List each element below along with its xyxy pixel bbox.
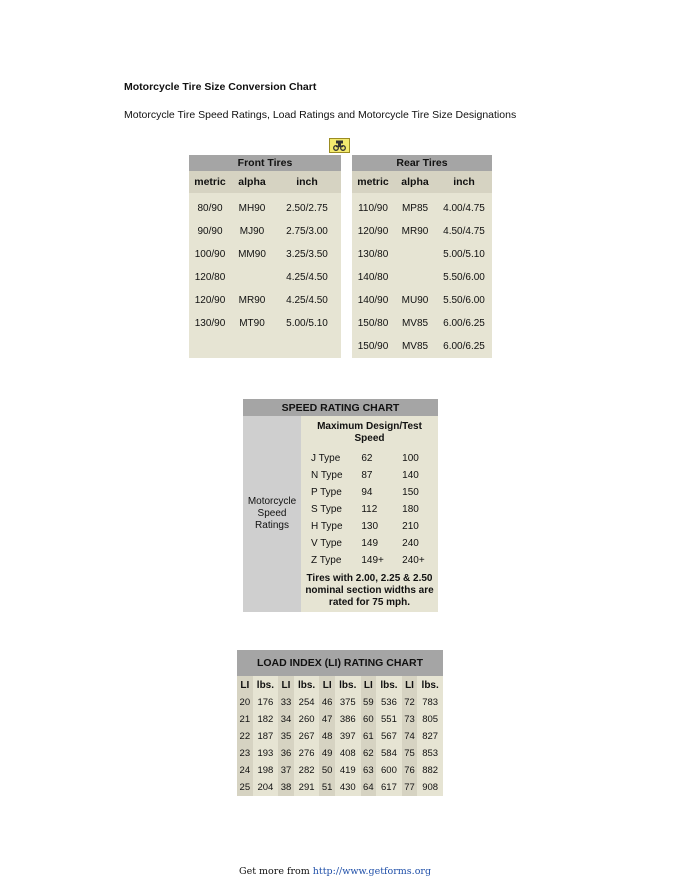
load-lbs-cell: 600 — [381, 765, 397, 776]
load-lbs-cell: 908 — [422, 782, 439, 793]
load-index-table — [237, 650, 443, 796]
tire-cell: MV85 — [401, 318, 429, 329]
speed-cell: 149+ — [361, 555, 384, 566]
speed-cell: 149 — [361, 538, 379, 549]
speed-cell: 62 — [361, 453, 373, 464]
table-row — [352, 312, 492, 335]
column-header-lbs: lbs. — [339, 679, 357, 691]
table-row — [352, 193, 492, 220]
table-row — [352, 335, 492, 358]
load-index-cell: 34 — [278, 711, 294, 728]
speed-cell: V Type — [311, 538, 342, 549]
speed-cell: 130 — [361, 521, 379, 532]
tire-cell — [273, 335, 341, 358]
speed-cell: 210 — [402, 521, 419, 532]
load-index-cell: 49 — [319, 745, 335, 762]
tire-cell: 4.50/4.75 — [443, 226, 485, 237]
speed-cell: 112 — [361, 504, 378, 515]
load-index-cell: 48 — [319, 728, 335, 745]
speed-cell: P Type — [311, 487, 342, 498]
tire-cell: 90/90 — [197, 226, 223, 237]
load-index-cell: 64 — [361, 779, 377, 796]
column-header-lbs: lbs. — [297, 679, 316, 691]
load-index-cell: 24 — [237, 762, 253, 779]
footer — [239, 866, 431, 877]
load-lbs-cell: 254 — [298, 697, 315, 708]
tire-cell: MH90 — [238, 203, 266, 214]
rear-tires-heading: Rear Tires — [352, 155, 492, 171]
table-row — [189, 193, 341, 220]
load-lbs-cell: 375 — [339, 697, 356, 708]
load-index-cell: 75 — [402, 745, 418, 762]
load-lbs-cell: 617 — [381, 782, 397, 793]
table-row — [189, 243, 341, 266]
load-row — [237, 711, 443, 728]
load-chart-heading: LOAD INDEX (LI) RATING CHART — [237, 650, 443, 676]
load-lbs-cell: 827 — [422, 731, 439, 742]
tire-cell: 120/90 — [194, 295, 226, 306]
tire-cell: 80/90 — [197, 203, 223, 214]
tire-cell: 5.50/6.00 — [443, 272, 485, 283]
speed-cell: 87 — [361, 470, 373, 481]
tire-cell: 110/90 — [358, 203, 388, 214]
tire-cell: 5.00/5.10 — [443, 249, 485, 260]
table-row — [189, 335, 341, 358]
tire-cell: MR90 — [238, 295, 266, 306]
load-index-cell: 60 — [361, 711, 377, 728]
load-index-cell: 73 — [402, 711, 418, 728]
load-lbs-cell: 882 — [422, 765, 439, 776]
load-index-cell: 76 — [402, 762, 418, 779]
speed-cell: J Type — [311, 453, 341, 464]
speed-cell: Z Type — [311, 555, 342, 566]
table-row — [189, 289, 341, 312]
load-lbs-cell: 584 — [381, 748, 397, 759]
load-lbs-cell: 267 — [298, 731, 315, 742]
load-index-cell: 23 — [237, 745, 253, 762]
load-lbs-cell: 397 — [339, 731, 356, 742]
speed-cell: 180 — [402, 504, 419, 515]
load-index-cell: 51 — [319, 779, 335, 796]
tire-cell: 120/80 — [194, 272, 226, 283]
load-lbs-cell: 276 — [298, 748, 315, 759]
column-header-lbs: lbs. — [256, 679, 275, 691]
tire-cell: MU90 — [401, 295, 429, 306]
tire-cell: MT90 — [239, 318, 265, 329]
table-row — [189, 220, 341, 243]
tire-cell: 140/80 — [357, 272, 389, 283]
tire-cell: 150/80 — [357, 318, 389, 329]
tire-cell: MR90 — [401, 226, 429, 237]
load-lbs-cell: 419 — [339, 765, 356, 776]
page-subtitle: Motorcycle Tire Speed Ratings, Load Ratings and Motorcycle Tire Size Designations — [124, 109, 517, 121]
load-index-cell: 77 — [402, 779, 418, 796]
load-index-cell: 47 — [319, 711, 335, 728]
load-row — [237, 779, 443, 796]
column-header-li: LI — [402, 676, 418, 694]
table-row — [352, 289, 492, 312]
load-lbs-cell: 260 — [298, 714, 315, 725]
speed-cell: 140 — [402, 470, 419, 481]
rear-tires-table — [352, 155, 492, 358]
load-lbs-cell: 386 — [339, 714, 356, 725]
tire-cell — [394, 266, 436, 289]
load-index-cell: 35 — [278, 728, 294, 745]
load-lbs-cell: 176 — [257, 697, 274, 708]
column-header-metric: metric — [352, 171, 394, 193]
max-speed-header: Maximum Design/Test Speed — [317, 421, 422, 444]
tire-cell — [189, 335, 231, 358]
load-index-cell: 21 — [237, 711, 253, 728]
load-index-cell: 63 — [361, 762, 377, 779]
table-row — [352, 266, 492, 289]
speed-cell: 150 — [402, 487, 419, 498]
speed-cell: 94 — [361, 487, 373, 498]
load-index-cell: 50 — [319, 762, 335, 779]
tire-cell: 3.25/3.50 — [286, 249, 328, 260]
load-lbs-cell: 853 — [422, 748, 439, 759]
front-tires-heading: Front Tires — [189, 155, 341, 171]
tire-cell: MV85 — [401, 341, 429, 352]
speed-cell: 240+ — [402, 555, 425, 566]
load-lbs-cell: 783 — [422, 697, 439, 708]
table-row — [189, 312, 341, 335]
column-header-metric: metric — [189, 171, 231, 193]
motorcycle-tire-icon — [329, 138, 350, 153]
column-header-li: LI — [237, 676, 253, 694]
load-lbs-cell: 408 — [339, 748, 356, 759]
tire-cell: 130/90 — [194, 318, 226, 329]
load-row — [237, 762, 443, 779]
speed-cell: N Type — [311, 470, 343, 481]
column-header-lbs: lbs. — [421, 679, 439, 691]
load-index-cell: 59 — [361, 694, 377, 711]
column-header-alpha: alpha — [394, 171, 436, 193]
load-index-cell: 62 — [361, 745, 377, 762]
table-row — [352, 243, 492, 266]
tire-cell: MP85 — [401, 203, 429, 214]
tire-cell: 140/90 — [357, 295, 389, 306]
tire-cell: 100/90 — [194, 249, 226, 260]
speed-chart-heading: SPEED RATING CHART — [243, 399, 438, 416]
load-lbs-cell: 282 — [298, 765, 315, 776]
load-row — [237, 728, 443, 745]
column-header-inch: inch — [436, 171, 492, 193]
speed-rating-table — [243, 399, 438, 612]
load-index-cell: 38 — [278, 779, 294, 796]
column-header-li: LI — [278, 676, 294, 694]
speed-cell: 100 — [402, 453, 419, 464]
load-row — [237, 694, 443, 711]
column-header-alpha: alpha — [231, 171, 273, 193]
tire-cell: 4.00/4.75 — [443, 203, 485, 214]
table-row — [189, 266, 341, 289]
tire-cell: MJ90 — [239, 226, 265, 237]
speed-cell: 240 — [402, 538, 419, 549]
load-lbs-cell: 551 — [381, 714, 397, 725]
tire-cell: 4.25/4.50 — [286, 295, 328, 306]
column-header-inch: inch — [273, 171, 341, 193]
load-lbs-cell: 193 — [257, 748, 274, 759]
load-index-cell: 22 — [237, 728, 253, 745]
load-lbs-cell: 182 — [257, 714, 274, 725]
tire-cell: 120/90 — [357, 226, 389, 237]
tire-cell: 6.00/6.25 — [443, 341, 485, 352]
load-index-cell: 33 — [278, 694, 294, 711]
speed-cell: S Type — [311, 504, 342, 515]
table-row — [352, 220, 492, 243]
tire-cell: 150/90 — [357, 341, 389, 352]
tire-cell: 130/80 — [357, 249, 389, 260]
front-tires-table — [189, 155, 341, 358]
tire-cell: MM90 — [238, 249, 266, 260]
load-lbs-cell: 198 — [257, 765, 274, 776]
load-lbs-cell: 204 — [257, 782, 274, 793]
column-header-lbs: lbs. — [380, 679, 398, 691]
load-lbs-cell: 430 — [339, 782, 356, 793]
footer-prefix: Get more from — [239, 866, 310, 877]
load-index-cell: 25 — [237, 779, 253, 796]
tire-cell: 5.50/6.00 — [443, 295, 485, 306]
column-header-li: LI — [319, 676, 335, 694]
load-index-cell: 20 — [237, 694, 253, 711]
tire-cell — [231, 266, 273, 289]
load-lbs-cell: 567 — [381, 731, 397, 742]
load-lbs-cell: 291 — [298, 782, 315, 793]
load-lbs-cell: 805 — [422, 714, 439, 725]
tire-cell: 2.50/2.75 — [286, 203, 328, 214]
speed-cell: H Type — [311, 521, 343, 532]
tire-cell: 6.00/6.25 — [443, 318, 485, 329]
load-lbs-cell: 536 — [381, 697, 397, 708]
load-index-cell: 46 — [319, 694, 335, 711]
load-index-cell: 72 — [402, 694, 418, 711]
footer-link[interactable]: http://www.getforms.org — [312, 866, 432, 877]
tire-cell: 4.25/4.50 — [286, 272, 328, 283]
column-header-li: LI — [361, 676, 377, 694]
load-row — [237, 745, 443, 762]
load-index-cell: 36 — [278, 745, 294, 762]
tire-cell: 2.75/3.00 — [286, 226, 328, 237]
load-lbs-cell: 187 — [257, 731, 274, 742]
speed-note: Tires with 2.00, 2.25 & 2.50 nominal section widths are rated for 75 mph. — [305, 573, 434, 608]
tire-cell — [394, 243, 436, 266]
page-title: Motorcycle Tire Size Conversion Chart — [124, 81, 317, 93]
load-index-cell: 37 — [278, 762, 294, 779]
speed-side-label: Motorcycle Speed Ratings — [243, 416, 301, 612]
tire-cell: 5.00/5.10 — [286, 318, 328, 329]
load-index-cell: 74 — [402, 728, 418, 745]
tire-cell — [231, 335, 273, 358]
load-index-cell: 61 — [361, 728, 377, 745]
